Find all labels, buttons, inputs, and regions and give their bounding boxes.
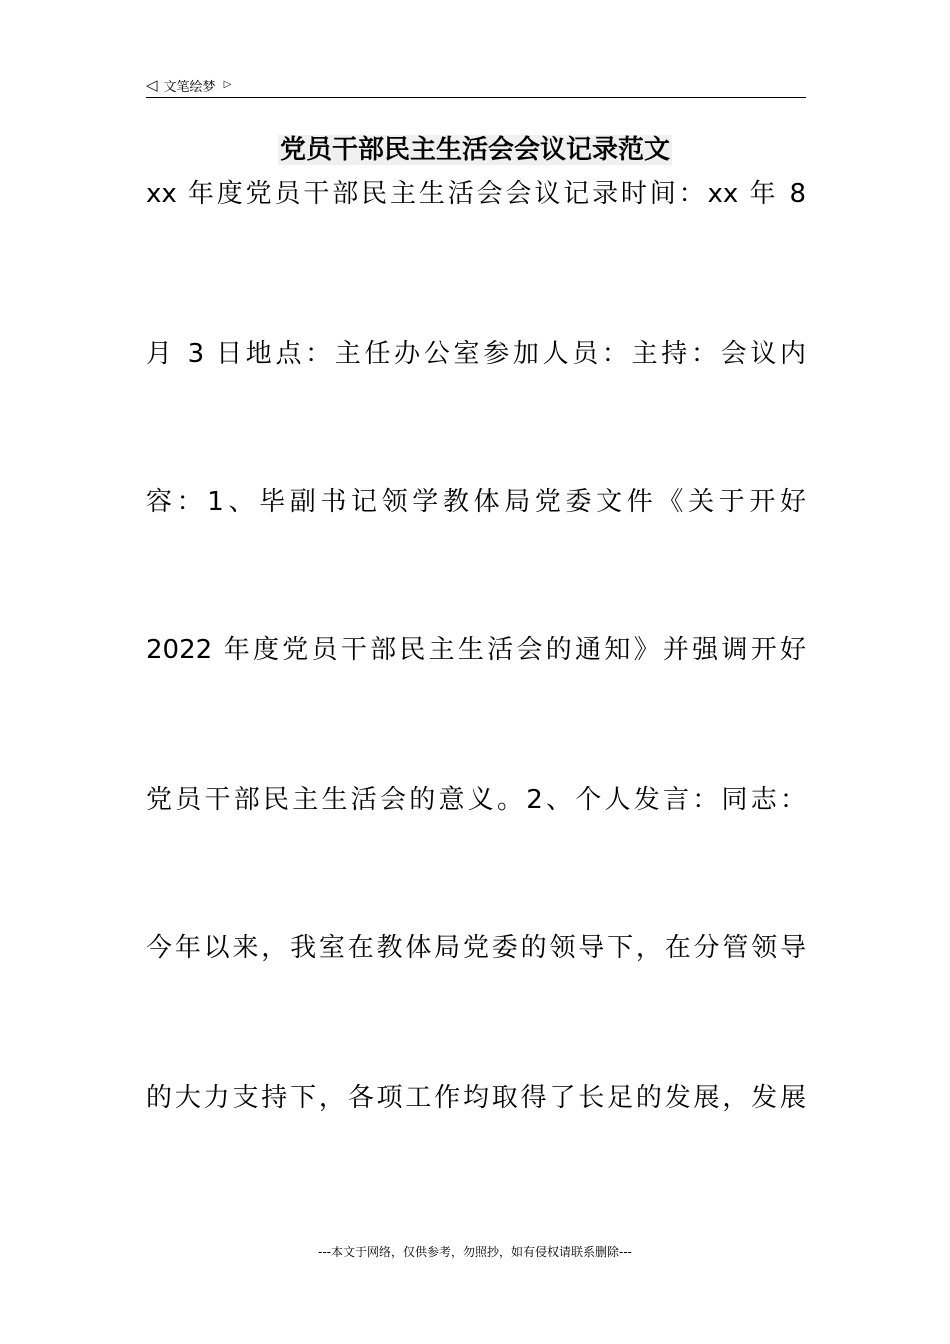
header-text: 文笔绘梦: [163, 79, 216, 95]
triangle-right-icon: ▷: [223, 79, 232, 90]
body-line-5: 党员干部民主生活会的意义。2、个人发言：同志：: [146, 785, 806, 815]
title-text: 党员干部民主生活会会议记录范文: [279, 135, 670, 165]
header-divider: [146, 97, 806, 98]
footer-disclaimer: ---本文于网络，仅供参考，勿照抄，如有侵权请联系删除---: [318, 1245, 632, 1259]
body-line-6: 今年以来，我室在教体局党委的领导下，在分管领导: [146, 933, 806, 963]
body-line-3: 容：1、毕副书记领学教体局党委文件《关于开好: [146, 487, 806, 517]
body-line-1: xx 年度党员干部民主生活会会议记录时间：xx 年 8: [146, 179, 806, 209]
body-line-7: 的大力支持下，各项工作均取得了长足的发展，发展: [146, 1083, 806, 1113]
body-line-2: 月 3 日地点：主任办公室参加人员：主持：会议内: [146, 339, 806, 369]
document-header: [146, 74, 806, 96]
triangle-left-icon: ◁: [146, 75, 158, 94]
body-line-4: 2022 年度党员干部民主生活会的通知》并强调开好: [146, 635, 806, 665]
document-title: [0, 130, 950, 170]
